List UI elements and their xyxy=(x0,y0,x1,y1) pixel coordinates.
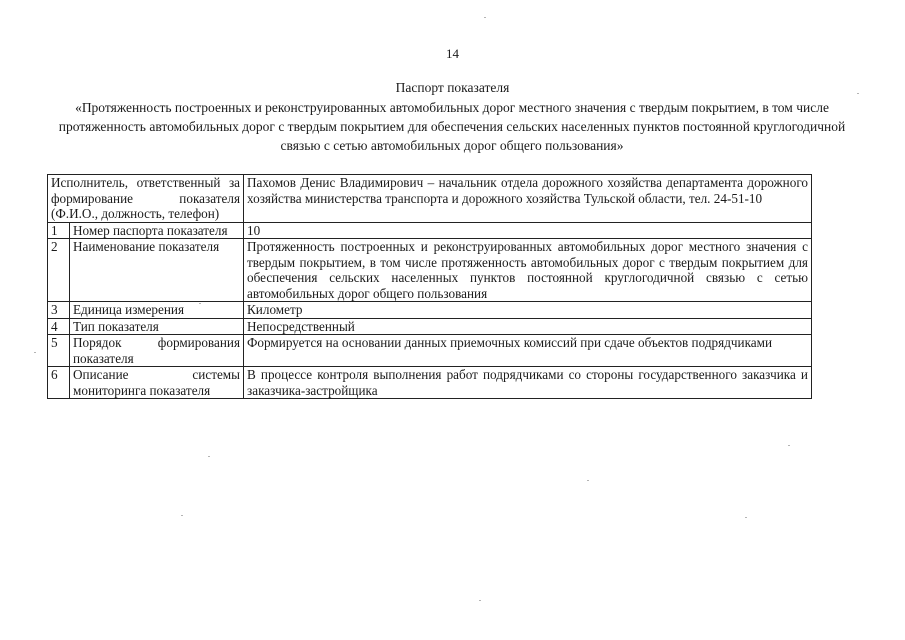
document-title: Паспорт показателя xyxy=(395,80,510,95)
scan-speck xyxy=(745,517,747,518)
table-row xyxy=(48,222,812,239)
table-row xyxy=(48,367,812,399)
row-value: Километр xyxy=(244,302,812,319)
row-number: 6 xyxy=(48,367,70,399)
executor-label: Исполнитель, ответственный за формирование показателя (Ф.И.О., должность, телефон) xyxy=(48,175,244,223)
table-row xyxy=(48,335,812,367)
scan-speck xyxy=(857,93,859,94)
scan-speck xyxy=(208,456,210,457)
row-number: 5 xyxy=(48,335,70,367)
executor-value: Пахомов Денис Владимирович – начальник отдела дорожного хозяйства департамента дорожного хозяйства министерства транспорта и дорожного хозяйства Тульской области, тел. 24-51-10 xyxy=(244,175,812,223)
scan-speck xyxy=(479,600,481,601)
row-name: Тип показателя xyxy=(70,318,244,335)
row-value: Формируется на основании данных приемочных комиссий при сдаче объектов подрядчиками xyxy=(244,335,812,367)
row-name: Наименование показателя xyxy=(70,239,244,302)
row-name: Описание системы мониторинга показателя xyxy=(70,367,244,399)
page-number: 14 xyxy=(446,46,459,61)
scan-speck xyxy=(587,480,589,481)
table-row xyxy=(48,239,812,302)
scan-speck xyxy=(34,352,36,353)
row-value: В процессе контроля выполнения работ подрядчиками со стороны государственного заказчика и заказчика-застройщика xyxy=(244,367,812,399)
scan-speck xyxy=(788,445,790,446)
row-name: Порядок формирования показателя xyxy=(70,335,244,367)
passport-table xyxy=(47,174,812,399)
row-value: 10 xyxy=(244,222,812,239)
table-row-executor xyxy=(48,175,812,223)
row-name: Единица измерения xyxy=(70,302,244,319)
row-value: Протяженность построенных и реконструированных автомобильных дорог местного значения с твердым покрытием, в том числе протяженность автомобильных дорог с твердым покрытием для обеспечения сельских населенных пунктов постоянной круглогодичной связью с сетью автомобильных дорог общего пользования xyxy=(244,239,812,302)
scan-speck xyxy=(484,17,486,18)
scan-speck xyxy=(181,515,183,516)
document-subtitle: «Протяженность построенных и реконструированных автомобильных дорог местного значения с твердым покрытием, в том числе протяженность автомобильных дорог с твердым покрытием для обеспечения сельских населенных пунктов постоянной круглогодичной связью с сетью автомобильных дорог общего пользования» xyxy=(58,100,846,153)
row-number: 4 xyxy=(48,318,70,335)
row-number: 2 xyxy=(48,239,70,302)
row-number: 3 xyxy=(48,302,70,319)
row-name: Номер паспорта показателя xyxy=(70,222,244,239)
row-value: Непосредственный xyxy=(244,318,812,335)
row-number: 1 xyxy=(48,222,70,239)
table-row xyxy=(48,318,812,335)
table-row xyxy=(48,302,812,319)
scan-speck xyxy=(199,303,201,304)
